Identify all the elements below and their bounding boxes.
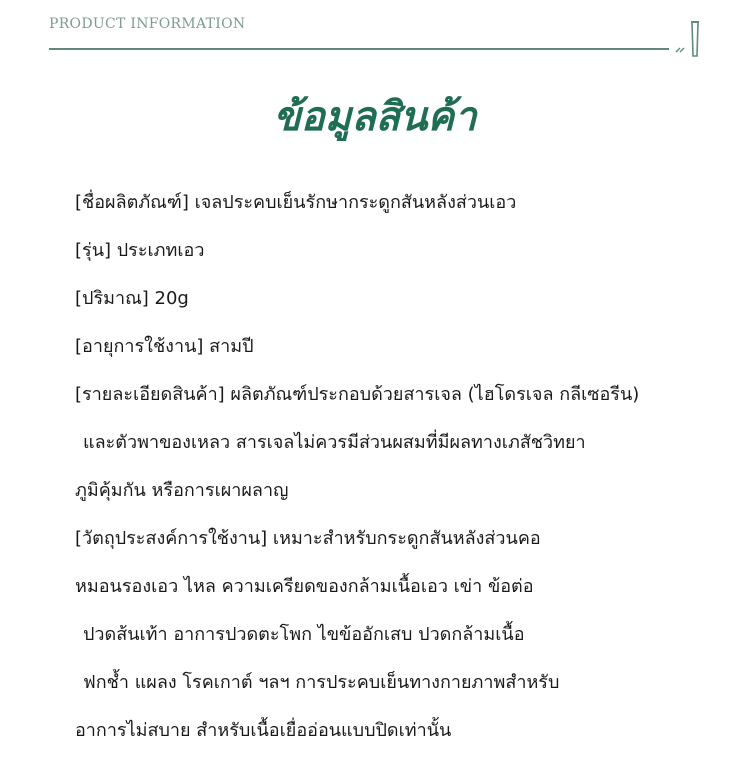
info-line-model: [รุ่น] ประเภทเอว — [75, 240, 205, 261]
info-line-details: [รายละเอียดสินค้า] ผลิตภัณฑ์ประกอบด้วยสารเจล (ไฮโดรเจล กลีเซอรีน) — [75, 384, 640, 405]
info-line-details-cont-2: ภูมิคุ้มกัน หรือการเผาผลาญ — [75, 480, 289, 501]
header-divider — [49, 48, 669, 50]
info-line-purpose-cont-2: ปวดส้นเท้า อาการปวดตะโพก ไขข้ออักเสบ ปวดกล้ามเนื้อ — [83, 624, 525, 645]
info-line-quantity: [ปริมาณ] 20g — [75, 288, 189, 309]
page-title: ข้อมูลสินค้า — [273, 94, 477, 140]
info-line-purpose-cont-3: ฟกช้ำ แผลง โรคเกาต์ ฯลฯ การประคบเย็นทางกายภาพสำหรับ — [83, 672, 560, 693]
info-line-name: [ชื่อผลิตภัณฑ์] เจลประคบเย็นรักษากระดูกสันหลังส่วนเอว — [75, 192, 517, 213]
info-line-details-cont-1: และตัวพาของเหลว สารเจลไม่ควรมีส่วนผสมที่มีผลทางเภสัชวิทยา — [83, 432, 586, 453]
tube-icon — [672, 18, 712, 62]
info-line-purpose: [วัตถุประสงค์การใช้งาน] เหมาะสำหรับกระดูกสันหลังส่วนคอ — [75, 528, 541, 549]
info-line-purpose-cont-4: อาการไม่สบาย สำหรับเนื้อเยื่ออ่อนแบบปิดเท่านั้น — [75, 720, 452, 741]
product-info-list — [75, 188, 745, 764]
info-line-purpose-cont-1: หมอนรองเอว ไหล ความเครียดของกล้ามเนื้อเอว เข่า ข้อต่อ — [75, 576, 534, 597]
header-label: PRODUCT INFORMATION — [49, 16, 246, 32]
info-line-lifespan: [อายุการใช้งาน] สามปี — [75, 336, 254, 357]
